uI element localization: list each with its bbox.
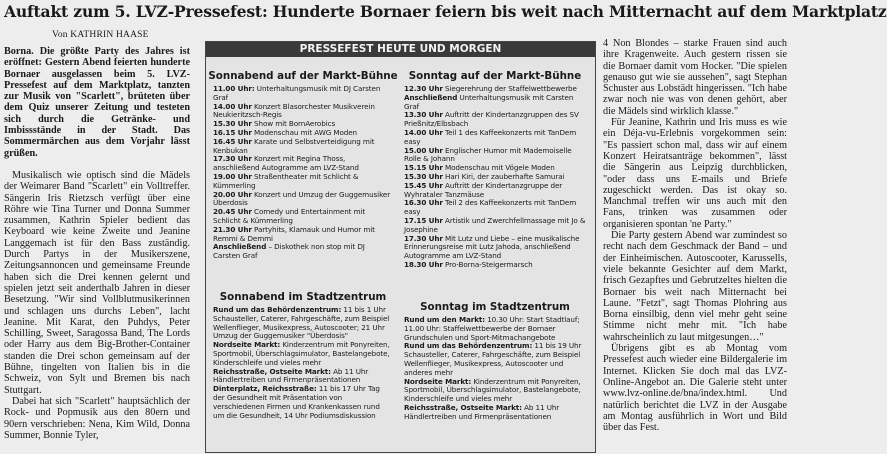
schedule-time: 13.30 Uhr [404, 110, 443, 120]
schedule-text: 11 bis 1 Uhr Schausteller, Caterer, Fahrgeschäfte, zum Beispiel Wellenflieger, Musikexpress, Autoscooter; 21 Uhr Umzug der Guggemusiker "Überdosis" [213, 305, 390, 341]
schedule-text: Englischer Humor mit Mademoiselle Rolle & Johann [404, 145, 572, 164]
schedule-time: 16.30 Uhr [404, 198, 443, 208]
saturday-stage-list [213, 85, 393, 261]
schedule-text: Hari Kiri, der zauberhafte Samurai [445, 171, 565, 181]
saturday-center-heading: Sonnabend im Stadtzentrum [219, 291, 387, 303]
schedule-time: 21.30 Uhr [213, 224, 252, 234]
schedule-text: Mit Lutz und Liebe – eine musikalische Erinnerungsreise mit Lutz Jahoda, anschließend Autogramme am LVZ-Stand [404, 233, 580, 261]
sunday-stage-heading: Sonntag auf der Markt-Bühne [408, 70, 582, 82]
schedule-entry [213, 85, 393, 103]
schedule-text: Auftritt der Kindertanzgruppen des SV Prießnitz/Elbsbach [404, 110, 579, 129]
schedule-time: 16.15 Uhr [213, 127, 252, 137]
schedule-entry [213, 173, 393, 191]
schedule-entry [404, 378, 587, 404]
schedule-entry [213, 208, 393, 226]
schedule-time: 15.30 Uhr [404, 171, 443, 181]
schedule-time: 15.45 Uhr [404, 180, 443, 190]
schedule-time: 15.15 Uhr [404, 163, 443, 173]
schedule-time: 19.00 Uhr [213, 171, 252, 181]
schedule-entry [213, 306, 393, 341]
schedule-text: Show mit BornAerobics [254, 119, 336, 129]
schedule-entry [404, 147, 587, 165]
schedule-entry [213, 226, 393, 244]
saturday-center-list [213, 306, 393, 420]
article-column-left [4, 46, 190, 441]
schedule-text: Auftritt der Kindertanzgruppe der Wyhrataler Tanzmäuse [404, 180, 563, 199]
schedule-text: – Diskothek non stop mit DJ Carsten Graf [213, 242, 365, 261]
schedule-time: 14.00 Uhr [404, 127, 443, 137]
schedule-time: 11.00 Uhr: [213, 84, 255, 93]
schedule-entry [213, 385, 393, 420]
schedule-time: 17.15 Uhr [404, 215, 443, 225]
schedule-text: Straßentheater mit Schlicht & Kümmerling [213, 171, 359, 190]
schedule-text: Teil 1 des Kaffeekonzerts mit TanDem easy [404, 127, 577, 146]
schedule-box-title: PRESSEFEST HEUTE UND MORGEN [206, 42, 595, 57]
schedule-text: Konzert und Umzug der Guggemusiker Überdosis [213, 189, 391, 208]
schedule-text: Unterhaltungsmusik mit DJ Carsten Graf [213, 84, 381, 102]
schedule-time: Nordseite Markt: [404, 376, 472, 386]
schedule-entry [404, 111, 587, 129]
body-paragraph: Die Party gestern Abend war zumindest so recht nach dem Geschmack der Band – und der Einheimischen. Autoscooter, Karussells, viele bekannte Gesichter auf dem Markt, frisch Gezapftes und Gebrutzeltes hielten die Bornaer bis weit nach Mitternacht bei Laune. "Fetzt", sagt Thomas Plohring aus Borna einsilbig, denn viel mehr geht seine Stimme nicht mehr mit. "Ich habe wahrscheinlich zu laut mitgesungen…" [603, 230, 787, 343]
schedule-entry [404, 404, 587, 422]
schedule-text: 11 bis 19 Uhr Schausteller, Caterer, Fahrgeschäfte, zum Beispiel Wellenflieger, Musikexpress, Autoscooter und anderes mehr [404, 341, 582, 377]
body-paragraph: Übrigens gibt es ab Montag vom Pressefest auch wieder eine Bildergalerie im Internet. Klicken Sie doch mal das LVZ-Online-Angebot an. Die Galerie steht unter www.lvz-online.de/bna/index.html. Und natürlich berichtet die LVZ in der Ausgabe am Montag ausführlich in Wort und Bild über das Fest. [603, 343, 787, 434]
schedule-entry [213, 243, 393, 261]
schedule-time: 16.45 Uhr [213, 136, 252, 146]
schedule-text: Kinderzentrum mit Ponyreiten, Sportmobil, Überschlagsimulator, Bastelangebote, Kinderschleife und vieles mehr [404, 376, 581, 404]
schedule-text: Konzert Blasorchester Musikverein Neukieritzsch-Regis [213, 101, 375, 120]
schedule-text: 11 bis 17 Uhr Tag der Gesundheit mit Präsentation von verschiedenen Firmen und Krankenkassen rund um die Gesundheit, 14 Uhr Podiumsdiskussion [213, 384, 380, 420]
schedule-text: Artistik und Zwerchfellmassage mit Jo & Josephine [404, 215, 586, 234]
schedule-time: 20.45 Uhr [213, 207, 252, 217]
byline: Von KATHRIN HAASE [52, 30, 149, 40]
body-paragraph: 4 Non Blondes – starke Frauen sind auch ihre Kragenweite. Auch gestern rissen sie die Bornaer damit vom Hocker. "Die spielen genauso gut wie sie aussehen", sagt Stephan Schuster aus Lobstädt hingerissen. "Ich habe zwar noch nie was von denen gehört, aber die Mädels sind wirklich klasse." [603, 38, 787, 117]
schedule-time: 15.00 Uhr [404, 145, 443, 155]
schedule-entry [404, 94, 587, 112]
schedule-time: 17.30 Uhr [404, 233, 443, 243]
sunday-stage-list [404, 85, 587, 270]
saturday-stage-heading: Sonnabend auf der Markt-Bühne [208, 70, 398, 82]
schedule-time: 17.30 Uhr [213, 154, 252, 164]
schedule-text: Comedy und Entertainment mit Schlicht & Kümmerling [213, 207, 366, 225]
schedule-text: Karate und Selbstverteidigung mit Kenbukan [213, 136, 375, 155]
schedule-time: 20.00 Uhr [213, 189, 252, 199]
schedule-time: Dinterplatz, Reichsstraße: [213, 384, 317, 394]
schedule-time: Rund um das Behördenzentrum: [213, 305, 342, 314]
schedule-entry [213, 191, 393, 209]
sunday-center-list [404, 316, 587, 422]
schedule-time: 14.00 Uhr [213, 101, 252, 111]
schedule-text: 10.30 Uhr: Start Stadtlauf; 11.00 Uhr: Staffelwettbewerbe der Bornaer Grundschulen und Sport-Mitmachangebote [404, 315, 580, 342]
schedule-text: Unterhaltungsmusik mit Carsten Graf [404, 92, 574, 111]
schedule-time: 12.30 Uhr [404, 84, 443, 93]
schedule-entry [404, 342, 587, 377]
schedule-entry [404, 316, 587, 342]
body-paragraph: Für Jeanine, Kathrin und Iris muss es wie ein Déja-vu-Erlebnis vorgekommen sein: "Es passiert schon mal, dass wir auf einem Konzert Heiratsanträge bekommen", lässt die Sängerin aus Leipzig durchblicken, "oder dass uns E-mails und Briefe zugeschickt werden. Das ist okay so. Manchmal treffen wir uns auch mit den Fans, trinken was zusammen oder organisieren spontan 'ne Party." [603, 117, 787, 230]
schedule-entry [213, 155, 393, 173]
schedule-text: Kinderzentrum mit Ponyreiten, Sportmobil, Überschlagsimulator, Bastelangebote, Kinderschleife und vieles mehr [213, 340, 390, 367]
schedule-entry [213, 368, 393, 386]
schedule-text: Siegerehrung der Staffelwettbewerbe [445, 84, 577, 93]
headline: Auftakt zum 5. LVZ-Pressefest: Hunderte Bornaer feiern bis weit nach Mitternacht auf dem Marktplatz [4, 2, 887, 21]
schedule-entry [404, 129, 587, 147]
schedule-text: Teil 2 des Kaffeekonzerts mit TanDem easy [404, 198, 577, 217]
body-paragraph: Musikalisch wie optisch sind die Mädels der Weimarer Band "Scarlett" ein Volltreffer. Sängerin Iris Rietzsch verfügt über eine Röhre wie Tina Turner und Donna Summer zusammen, Kathrin Spieler bedient das Keyboard wie keine Zweite und Jeanine Langgemach ist für den Bass zuständig. Durch Partys in der Musikerszene, Zeitungsannoncen und gemeinsame Freunde haben sich die Drei kennen gelernt und spielen jetzt seit anderthalb Jahren in dieser Besetzung. "Wir sind Vollblutmusikerinnen und schlagen uns durchs Leben", lacht Jeanine. Mit Karat, den Puhdys, Peter Schilling, Sweet, Saragossa Band, The Lords oder Harry aus dem Big-Brother-Container standen die Drei schon gemeinsam auf der Bühne, tingelten von Italien bis in die Schweiz, von Sylt und Bremen bis nach Stuttgart. [4, 169, 190, 396]
lead-paragraph: Borna. Die größte Party des Jahres ist eröffnet: Gestern Abend feierten hunderte Bornaer ausgelassen beim 5. LVZ-Pressefest auf dem Marktplatz, tanzten zur Musik von "Scarlett", brüteten über dem Quiz unserer Zeitung und testeten sich durch die Getränke- und Imbissstände in der Stadt. Das Sommermärchen aus dem Vorjahr lässt grüßen. [4, 46, 190, 159]
schedule-time: Anschließend [404, 92, 458, 102]
schedule-entry [404, 261, 587, 270]
sunday-center-heading: Sonntag im Stadtzentrum [420, 301, 570, 313]
schedule-time: Rund um das Behördenzentrum: [404, 341, 533, 351]
schedule-text: Ab 11 Uhr Händlertreiben und Firmenpräsentationen [404, 402, 560, 421]
schedule-entry [213, 341, 393, 367]
article-column-right [603, 38, 787, 433]
body-paragraph: Dabei hat sich "Scarlett" hauptsächlich der Rock- und Popmusik aus den 80ern und 90ern verschrieben: Nena, Kim Wild, Donna Summer, Bonnie Tyler, [4, 395, 190, 441]
schedule-text: Modenschau mit AWG Moden [254, 127, 357, 137]
schedule-entry [404, 182, 587, 200]
schedule-entry [404, 217, 587, 235]
schedule-entry [213, 138, 393, 156]
schedule-time: Nordseite Markt: [213, 340, 281, 350]
schedule-entry [404, 199, 587, 217]
schedule-time: 18.30 Uhr [404, 259, 443, 269]
schedule-entry [404, 235, 587, 261]
schedule-time: Reichsstraße, Ostseite Markt: [213, 366, 331, 376]
schedule-text: Modenschau mit Vögele Moden [445, 163, 555, 173]
schedule-text: Partyhits, Klamauk und Humor mit Remmi & Demmi [213, 224, 375, 243]
schedule-text: Ab 11 Uhr Händlertreiben und Firmenpräsentationen [213, 366, 369, 385]
schedule-time: Anschließend [213, 242, 267, 252]
schedule-text: Konzert mit Regina Thoss, anschließend Autogramme am LVZ-Stand [213, 154, 359, 173]
schedule-time: Reichsstraße, Ostseite Markt: [404, 402, 522, 412]
schedule-time: Rund um den Markt: [404, 315, 486, 324]
schedule-text: Pro-Borna-Steigermarsch [445, 259, 533, 269]
schedule-time: 15.30 Uhr [213, 119, 252, 129]
schedule-entry [213, 103, 393, 121]
